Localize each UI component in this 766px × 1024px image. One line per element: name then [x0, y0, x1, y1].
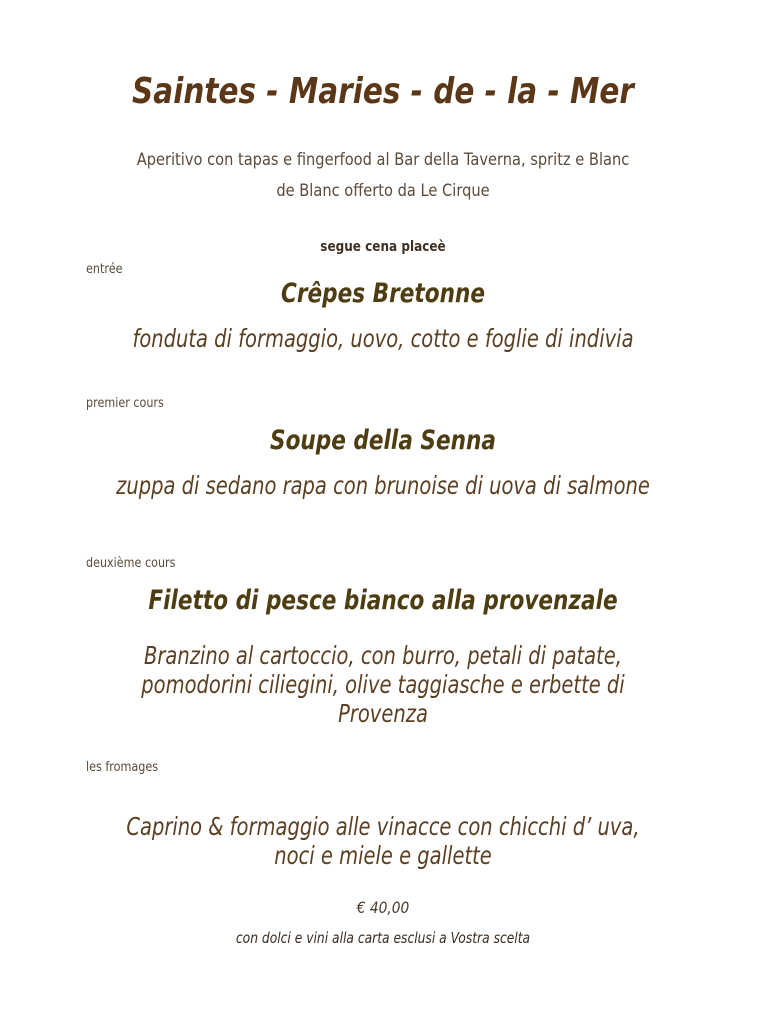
description-line: noci e miele e gallette — [274, 841, 492, 870]
dish-description-deuxieme-cours — [0, 641, 766, 728]
course-label-les-fromages: les fromages — [86, 760, 159, 775]
dish-description-entree: fonduta di formaggio, uovo, cotto e foglie di indivia — [132, 324, 634, 353]
description-line: Provenza — [338, 699, 428, 728]
menu-title: Saintes - Maries - de - la - Mer — [132, 71, 634, 112]
dish-crepes-bretonne: Crêpes Bretonne — [281, 278, 485, 309]
description-line: Caprino & formaggio alle vinacce con chicchi d’ uva, — [126, 812, 640, 841]
dish-description-premier-cours: zuppa di sedano rapa con brunoise di uova di salmone — [116, 471, 650, 500]
menu-price: € 40,00 — [356, 898, 410, 917]
dish-soupe-della-senna: Soupe della Senna — [270, 425, 496, 456]
dish-description-fromages — [0, 812, 766, 870]
course-label-entree: entrée — [86, 262, 123, 277]
description-line: Branzino al cartoccio, con burro, petali di patate, — [144, 641, 622, 670]
segue-cena-note: segue cena placeè — [320, 239, 446, 255]
description-line: pomodorini ciliegini, olive taggiasche e erbette di — [141, 670, 625, 699]
aperitivo-text: Aperitivo con tapas e fingerfood al Bar della Taverna, spritz e Blanc de Blanc offerto da Le Cirque — [136, 150, 630, 201]
course-label-deuxieme-cours: deuxième cours — [86, 556, 176, 571]
price-note: con dolci e vini alla carta esclusi a Vostra scelta — [235, 929, 531, 947]
course-label-premier-cours: premier cours — [86, 396, 164, 411]
dish-filetto-di-pesce: Filetto di pesce bianco alla provenzale — [148, 585, 618, 616]
